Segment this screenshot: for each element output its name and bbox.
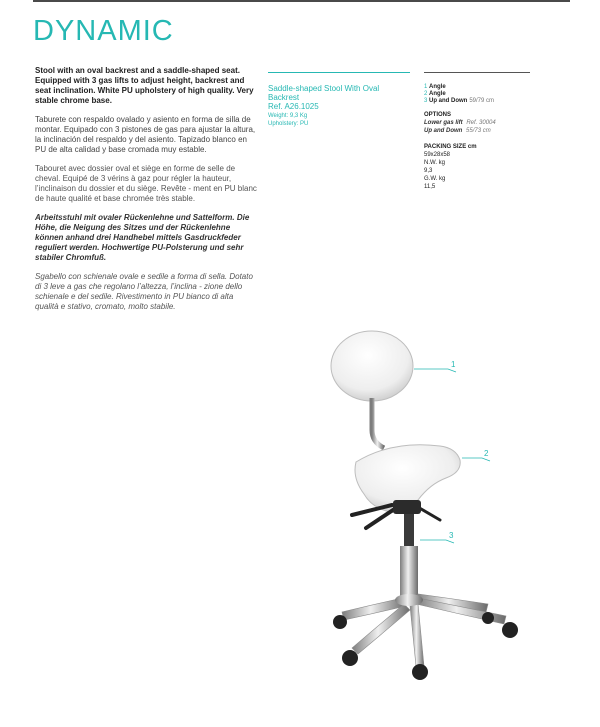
option-value: Ref. 30004 <box>466 120 496 126</box>
legend-row <box>424 91 530 98</box>
chrome-base <box>342 594 506 666</box>
legend-label: Angle <box>429 84 446 90</box>
option-row <box>424 127 530 135</box>
backrest-stem <box>372 398 384 448</box>
legend-row <box>424 98 530 105</box>
callout-line-2 <box>462 458 490 461</box>
gas-lift-upper <box>404 514 414 546</box>
options-title: OPTIONS <box>424 112 452 118</box>
description-block <box>35 66 257 321</box>
product-upholstery: Upholstery: PU <box>268 121 309 127</box>
net-weight-value: 9,3 <box>424 168 433 174</box>
product-info <box>268 72 410 128</box>
legend-row <box>424 84 530 91</box>
lever-right <box>416 506 440 520</box>
specs-block <box>424 72 530 191</box>
gross-weight-value: 11,5 <box>424 184 436 190</box>
legend-number: 3 <box>424 98 428 104</box>
description-it: Sgabello con schienale ovale e sedile a forma di sella. Dotato di 3 leve a gas che regolano l’altezza, l’inclina - zione dello schienale e del sedile. Rivestimento in PU bianco di alta qualità e stativo, cromato, molto stabile. <box>35 272 253 311</box>
callout-line-3 <box>420 540 454 543</box>
top-rule <box>33 0 570 2</box>
packing-size-value: 59x28x58 <box>424 152 451 158</box>
legend-number: 1 <box>424 84 428 90</box>
product-name-line2: Backrest <box>268 93 300 102</box>
option-row <box>424 119 530 127</box>
description-en: Stool with an oval backrest and a saddle-shaped seat. Equipped with 3 gas lifts to adjust height, backrest and seat inclination. White PU upholstery of high quality. Very stable chrome base. <box>35 66 254 105</box>
product-ref: Ref. A26.1025 <box>268 102 319 111</box>
callout-number-3: 3 <box>449 531 454 540</box>
option-value: 55/73 cm <box>466 128 491 134</box>
option-label: Lower gas lift <box>424 120 463 126</box>
gross-weight-label: G.W. kg <box>424 176 446 182</box>
page-title: DYNAMIC <box>33 15 174 47</box>
lever-middle <box>366 508 396 528</box>
gas-lift-lower <box>400 546 418 600</box>
saddle-seat <box>355 445 460 513</box>
description-de: Arbeitsstuhl mit ovaler Rückenlehne und Sattelform. Die Höhe, die Neigung des Sitzes und der Rückenlehne können anhand drei Handhebel mittels Gasdruckfeder reguliert werden. Hochwertige PU-Polsterung und sehr stabiler Chromfuß. <box>35 213 250 262</box>
product-name-line1: Saddle-shaped Stool With Oval <box>268 84 380 93</box>
backrest <box>331 331 413 401</box>
legend-label: Up and Down <box>429 98 468 104</box>
description-es: Taburete con respaldo ovalado y asiento en forma de silla de montar. Equipado con 3 pistones de gas para ajustar la altura, la inclinación del respaldo y del asiento. Tapizado blanco en PU de alta calidad y base cromada muy estable. <box>35 115 256 154</box>
casters <box>333 612 518 680</box>
legend-value: 59/79 cm <box>469 98 495 104</box>
legend-number: 2 <box>424 91 428 97</box>
net-weight-label: N.W. kg <box>424 160 446 166</box>
legend-label: Angle <box>429 91 446 97</box>
description-fr: Tabouret avec dossier oval et siège en forme de selle de cheval. Equipé de 3 vérins à gaz pour régler la hauteur, l’inclinaison du dossier et du siège. Revête - ment en PU blanc de haute qualité et base chromée très stable. <box>35 164 257 203</box>
callout-line-1 <box>414 369 456 372</box>
callout-number-1: 1 <box>451 360 456 369</box>
base-hub <box>395 594 423 606</box>
callout-number-2: 2 <box>484 449 489 458</box>
packing-size-title: PACKING SIZE cm <box>424 144 477 150</box>
option-label: Up and Down <box>424 128 463 134</box>
lever-left <box>352 505 392 515</box>
product-weight: Weight: 9,3 Kg <box>268 113 308 119</box>
seat-mechanism <box>393 500 421 514</box>
